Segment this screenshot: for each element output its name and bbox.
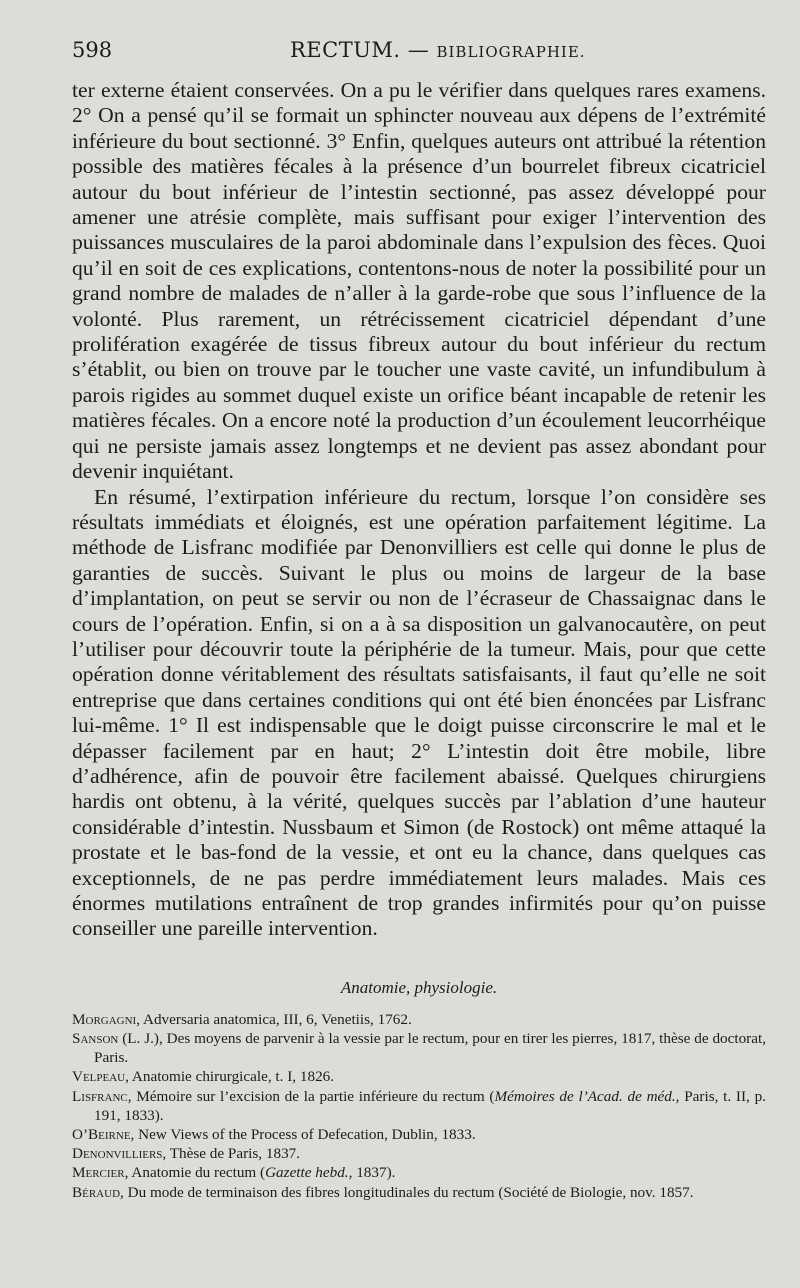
bibliography-list <box>72 1010 766 1202</box>
entry-author: Morgagni, <box>72 1010 141 1028</box>
page-header <box>72 38 766 78</box>
bibliography-entry <box>72 1183 766 1202</box>
entry-text: Mémoire sur l’excision de la partie inférieure du rectum <box>136 1087 485 1105</box>
entry-author: Lisfranc, <box>72 1087 132 1105</box>
bibliography-entry: Lisfranc, Mémoire sur l’excision de la partie inférieure du rectum (Mémoires de l’Acad. de méd., Paris, t. II, p. 191, 1833). <box>72 1087 766 1124</box>
entry-text: Du mode de terminaison des fibres longitudinales du rectum (Société de Biologie, nov. 1857. <box>127 1183 694 1201</box>
bibliography-entry <box>72 1144 766 1163</box>
entry-text: Adversaria anatomica, III, 6, Venetiis, 1762. <box>143 1010 412 1028</box>
entry-text-after: Paris, t. II, p. 191, 1833). <box>94 1087 766 1124</box>
bibliography-entry <box>72 1067 766 1086</box>
body-text <box>72 78 766 942</box>
entry-author: Mercier, <box>72 1164 129 1182</box>
bibliography-entry: Mercier, Anatomie du rectum (Gazette hebd., 1837). <box>72 1164 396 1182</box>
entry-text: Anatomie du rectum <box>131 1164 257 1182</box>
paragraph-summary: En résumé, l’extirpation inférieure du rectum, lorsque l’on considère ses résultats immédiats et éloignés, est une opération parfaitement légitime. La méthode de Lisfranc modifiée par Denonvilliers est celle qui donne le plus de garanties de succès. Suivant le plus ou moins de largeur de la base d’implantation, on peut se servir ou non de l’écraseur de Chassaignac dans le cours de l’opération. Enfin, si on a à sa disposition un galvanocautère, on peut l’utiliser pour découvrir toute la périphérie de la tumeur. Mais, pour que cette opération donne véritablement des résultats satisfaisants, il faut qu’elle ne soit entreprise que dans certaines conditions qui ont été bien énoncées par Lisfranc lui-même. 1° Il est indispensable que le doigt puisse circonscrire le mal et le dépasser facilement par en haut; 2° L’intestin doit être mobile, libre d’adhérence, afin de pouvoir être facilement abaissé. Quelques chirurgiens hardis ont obtenu, à la vérité, quelques succès par l’ablation d’une hauteur considérable d’intestin. Nussbaum et Simon (de Rostock) ont même attaqué la prostate et le bas-fond de la vessie, et ont eu la chance, dans quelques cas exceptionnels, de ne pas perdre immédiatement leurs malades. Mais ces énormes mutilations entraînent de trop grandes infirmités pour qu’on puisse conseiller une pareille intervention. <box>72 484 766 941</box>
running-title <box>290 38 586 62</box>
bibliography-entry <box>72 1029 766 1067</box>
paragraph-continued: ter externe étaient conservées. On a pu le vérifier dans quelques rares examens. 2° On a pensé qu’il se formait un sphincter nouveau aux dépens de l’extrémité inférieure du bout sectionné. 3° Enfin, quelques auteurs ont attribué la rétention possible des matières fécales à la présence d’un bourrelet fibreux cicatriciel autour du bout inférieur de l’intestin sectionné, pas assez développé pour amener une atrésie complète, mais suffisant pour exiger l’intervention des puissances musculaires de la paroi abdominale dans l’expulsion des fèces. Quoi qu’il en soit de ces explications, contentons-nous de noter la possibilité pour un grand nombre de malades de n’aller à la garde-robe que sous l’influence de la volonté. Plus rarement, un rétrécissement cicatriciel dépendant d’une prolifération exagérée de tissus fibreux autour du bout inférieur du rectum s’établit, ou bien on trouve par le toucher une vaste cavité, un infundibulum à parois rigides au sommet duquel existe un orifice béant incapable de retenir les matières fécales. On a encore noté la production d’un écoulement leucorrhéique qui ne persiste jamais assez longtemps et ne devient pas assez abondant pour devenir inquiétant. <box>72 78 766 484</box>
page-number: 598 <box>72 38 113 62</box>
section-heading: Anatomie, physiologie. <box>340 977 498 997</box>
running-title-subtitle: BIBLIOGRAPHIE. <box>436 43 586 61</box>
entry-author: Sanson <box>72 1030 119 1048</box>
entry-text: Anatomie chirurgicale, t. I, 1826. <box>131 1068 335 1086</box>
bibliography-entry <box>72 1125 766 1144</box>
bibliography-entry <box>72 1010 766 1029</box>
entry-text: Thèse de Paris, 1837. <box>169 1145 301 1163</box>
running-title-main: RECTUM. <box>290 38 401 62</box>
entry-author: Velpeau, <box>72 1068 129 1086</box>
running-title-separator: — <box>407 38 430 62</box>
entry-author: O’Beirne, <box>72 1126 135 1144</box>
entry-author: Béraud, <box>72 1183 124 1201</box>
entry-journal: Gazette hebd., <box>265 1164 353 1182</box>
entry-text: New Views of the Process of Defecation, Dublin, 1833. <box>138 1126 476 1144</box>
entry-text: (L. J.), Des moyens de parvenir à la vessie par le rectum, pour en tirer les pierres, 1817, thèse de doctorat, Paris. <box>94 1030 766 1067</box>
entry-journal: Mémoires de l’Acad. de méd., <box>494 1087 680 1105</box>
entry-text-after: 1837). <box>356 1164 396 1182</box>
entry-author: Denonvilliers, <box>72 1145 167 1163</box>
